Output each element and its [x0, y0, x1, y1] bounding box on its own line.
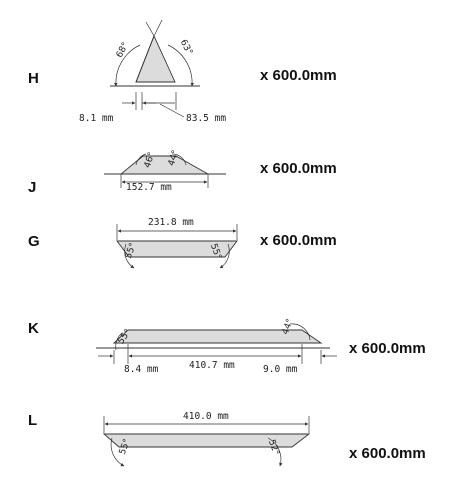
- part-j-angle-right: 44°: [166, 149, 182, 168]
- part-h-dim-1: 8.1 mm: [79, 113, 114, 124]
- part-j-profile: [121, 156, 208, 174]
- part-k: [28, 318, 426, 375]
- part-g-label: G: [28, 233, 40, 250]
- part-j-dim-1: 152.7 mm: [126, 182, 172, 193]
- part-g-dim-1: 231.8 mm: [148, 217, 194, 228]
- part-h-angle-left: 68°: [114, 40, 132, 60]
- part-j-angle-left: 46°: [142, 151, 158, 170]
- part-h-quantity: x 600.0mm: [260, 67, 337, 84]
- part-k-dim-3: 9.0 mm: [263, 364, 298, 375]
- part-h-extension-left: [154, 20, 162, 36]
- part-h-dim-leader: [160, 104, 184, 117]
- part-l-dim-1: 410.0 mm: [183, 411, 229, 422]
- part-k-label: K: [28, 320, 39, 337]
- part-l-angle-right: 52°: [265, 438, 281, 457]
- part-j: [28, 149, 337, 196]
- part-h-angle-right: 63°: [177, 38, 195, 57]
- part-l-angle-left: 55°: [117, 437, 133, 457]
- part-h: [28, 20, 337, 124]
- part-j-label: J: [28, 179, 37, 196]
- part-g: [28, 217, 337, 268]
- part-g-quantity: x 600.0mm: [260, 232, 337, 249]
- part-k-angle-right: 44°: [280, 317, 296, 337]
- part-h-dim-2: 83.5 mm: [186, 113, 227, 124]
- part-g-angle-right: 55°: [207, 242, 223, 261]
- part-h-profile: [136, 36, 175, 82]
- part-g-angle-left: 55°: [123, 241, 139, 261]
- part-k-dim-1: 8.4 mm: [124, 364, 159, 375]
- part-h-label: H: [28, 70, 39, 87]
- part-l-quantity: x 600.0mm: [349, 445, 426, 462]
- part-l-label: L: [28, 412, 38, 429]
- part-j-quantity: x 600.0mm: [260, 160, 337, 177]
- part-k-angle-left: 55°: [116, 327, 134, 347]
- part-k-dim-2: 410.7 mm: [189, 360, 235, 371]
- part-h-extension-right: [146, 22, 154, 36]
- part-l: [28, 411, 426, 466]
- part-k-quantity: x 600.0mm: [349, 340, 426, 357]
